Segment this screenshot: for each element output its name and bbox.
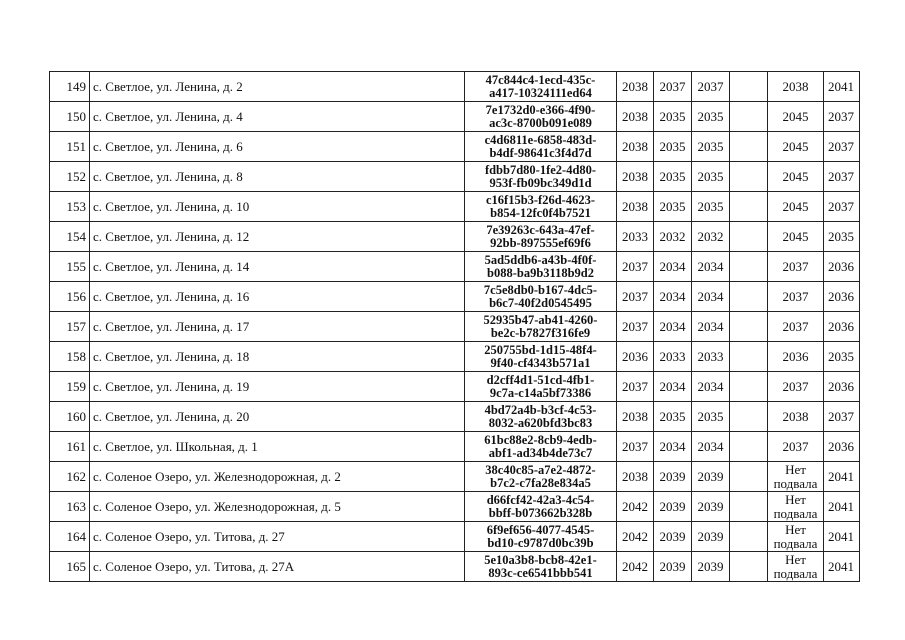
year-cell-3: 2035 bbox=[692, 162, 730, 192]
guid-cell bbox=[465, 342, 617, 372]
year-cell-2: 2039 bbox=[654, 522, 692, 552]
guid-line-2: b4df-98641c3f4d7d bbox=[489, 145, 592, 160]
year-cell-4 bbox=[730, 552, 768, 582]
guid-line-2: be2c-b7827f316fe9 bbox=[490, 325, 591, 340]
year-cell-6: 2036 bbox=[824, 282, 860, 312]
table-row bbox=[50, 282, 860, 312]
year-cell-6: 2041 bbox=[824, 522, 860, 552]
year-cell-5: 2045 bbox=[768, 222, 824, 252]
year-cell-5: 2037 bbox=[768, 312, 824, 342]
year-cell-6: 2035 bbox=[824, 222, 860, 252]
year-cell-2: 2034 bbox=[654, 372, 692, 402]
guid-line-2: 92bb-897555ef69f6 bbox=[490, 235, 591, 250]
year-cell-1: 2038 bbox=[617, 402, 654, 432]
address-cell: с. Светлое, ул. Ленина, д. 10 bbox=[90, 192, 465, 222]
year-cell-2: 2039 bbox=[654, 492, 692, 522]
year-cell-6: 2035 bbox=[824, 342, 860, 372]
address-cell: с. Светлое, ул. Ленина, д. 2 bbox=[90, 72, 465, 102]
year-cell-4 bbox=[730, 522, 768, 552]
year-cell-3: 2033 bbox=[692, 342, 730, 372]
year-cell-2: 2033 bbox=[654, 342, 692, 372]
table-row bbox=[50, 102, 860, 132]
address-cell: с. Светлое, ул. Ленина, д. 6 bbox=[90, 132, 465, 162]
guid-line-1: 7c5e8db0-b167-4dc5- bbox=[483, 282, 598, 297]
guid-line-2: ac3c-8700b091e089 bbox=[489, 115, 592, 130]
year-cell-1: 2038 bbox=[617, 462, 654, 492]
address-cell: с. Светлое, ул. Ленина, д. 14 bbox=[90, 252, 465, 282]
address-cell: с. Светлое, ул. Ленина, д. 16 bbox=[90, 282, 465, 312]
row-number-cell: 161 bbox=[50, 432, 90, 462]
year-cell-5: 2045 bbox=[768, 192, 824, 222]
guid-line-1: fdbb7d80-1fe2-4d80- bbox=[484, 162, 597, 177]
year-cell-5: Нет подвала bbox=[768, 462, 824, 492]
guid-line-2: b6c7-40f2d0545495 bbox=[489, 295, 592, 310]
year-cell-6: 2041 bbox=[824, 492, 860, 522]
year-cell-6: 2041 bbox=[824, 552, 860, 582]
year-cell-5: 2037 bbox=[768, 252, 824, 282]
year-cell-4 bbox=[730, 192, 768, 222]
year-cell-2: 2039 bbox=[654, 552, 692, 582]
year-cell-4 bbox=[730, 252, 768, 282]
year-cell-2: 2035 bbox=[654, 402, 692, 432]
year-cell-4 bbox=[730, 222, 768, 252]
year-cell-1: 2038 bbox=[617, 192, 654, 222]
address-cell: с. Соленое Озеро, ул. Железнодорожная, д. 2 bbox=[90, 462, 465, 492]
guid-cell bbox=[465, 462, 617, 492]
address-cell: с. Соленое Озеро, ул. Железнодорожная, д. 5 bbox=[90, 492, 465, 522]
guid-cell bbox=[465, 72, 617, 102]
year-cell-1: 2037 bbox=[617, 312, 654, 342]
year-cell-3: 2037 bbox=[692, 72, 730, 102]
row-number-cell: 151 bbox=[50, 132, 90, 162]
guid-line-2: bd10-c9787d0bc39b bbox=[487, 535, 594, 550]
guid-line-1: c4d6811e-6858-483d- bbox=[484, 132, 597, 147]
row-number-cell: 162 bbox=[50, 462, 90, 492]
year-cell-5: 2045 bbox=[768, 162, 824, 192]
address-cell: с. Соленое Озеро, ул. Титова, д. 27А bbox=[90, 552, 465, 582]
guid-cell bbox=[465, 132, 617, 162]
year-cell-3: 2039 bbox=[692, 522, 730, 552]
year-cell-3: 2039 bbox=[692, 492, 730, 522]
year-cell-4 bbox=[730, 402, 768, 432]
year-cell-6: 2041 bbox=[824, 462, 860, 492]
year-cell-3: 2035 bbox=[692, 402, 730, 432]
guid-line-1: 7e39263c-643a-47ef- bbox=[486, 222, 595, 237]
table-row bbox=[50, 252, 860, 282]
year-cell-3: 2039 bbox=[692, 552, 730, 582]
address-cell: с. Светлое, ул. Ленина, д. 20 bbox=[90, 402, 465, 432]
year-cell-1: 2038 bbox=[617, 102, 654, 132]
year-cell-4 bbox=[730, 282, 768, 312]
year-cell-4 bbox=[730, 162, 768, 192]
guid-cell bbox=[465, 432, 617, 462]
guid-line-1: 4bd72a4b-b3cf-4c53- bbox=[484, 402, 597, 417]
guid-cell bbox=[465, 192, 617, 222]
year-cell-6: 2041 bbox=[824, 72, 860, 102]
guid-line-1: 250755bd-1d15-48f4- bbox=[484, 342, 597, 357]
year-cell-6: 2036 bbox=[824, 252, 860, 282]
year-cell-3: 2034 bbox=[692, 372, 730, 402]
row-number-cell: 163 bbox=[50, 492, 90, 522]
guid-cell bbox=[465, 402, 617, 432]
guid-line-2: 9c7a-c14a5bf73386 bbox=[489, 385, 592, 400]
year-cell-2: 2035 bbox=[654, 102, 692, 132]
year-cell-4 bbox=[730, 72, 768, 102]
year-cell-1: 2036 bbox=[617, 342, 654, 372]
row-number-cell: 157 bbox=[50, 312, 90, 342]
year-cell-3: 2034 bbox=[692, 312, 730, 342]
table-row bbox=[50, 132, 860, 162]
guid-line-2: b7c2-c7fa28e834a5 bbox=[490, 475, 591, 490]
row-number-cell: 160 bbox=[50, 402, 90, 432]
guid-line-1: 61bc88e2-8cb9-4edb- bbox=[484, 432, 597, 447]
row-number-cell: 149 bbox=[50, 72, 90, 102]
table-row bbox=[50, 342, 860, 372]
year-cell-1: 2042 bbox=[617, 492, 654, 522]
table-row bbox=[50, 372, 860, 402]
year-cell-5: Нет подвала bbox=[768, 522, 824, 552]
guid-line-2: 8032-a620bfd3bc83 bbox=[488, 415, 593, 430]
guid-line-2: b854-12fc0f4b7521 bbox=[490, 205, 591, 220]
guid-cell bbox=[465, 222, 617, 252]
table-row bbox=[50, 192, 860, 222]
year-cell-3: 2039 bbox=[692, 462, 730, 492]
table-row bbox=[50, 552, 860, 582]
year-cell-3: 2035 bbox=[692, 192, 730, 222]
year-cell-4 bbox=[730, 342, 768, 372]
year-cell-2: 2037 bbox=[654, 72, 692, 102]
address-cell: с. Светлое, ул. Школьная, д. 1 bbox=[90, 432, 465, 462]
year-cell-3: 2035 bbox=[692, 132, 730, 162]
year-cell-5: Нет подвала bbox=[768, 552, 824, 582]
table-row bbox=[50, 522, 860, 552]
year-cell-2: 2039 bbox=[654, 462, 692, 492]
guid-line-2: 9f40-cf4343b571a1 bbox=[490, 355, 591, 370]
row-number-cell: 150 bbox=[50, 102, 90, 132]
row-number-cell: 164 bbox=[50, 522, 90, 552]
year-cell-1: 2037 bbox=[617, 432, 654, 462]
row-number-cell: 153 bbox=[50, 192, 90, 222]
address-cell: с. Светлое, ул. Ленина, д. 17 bbox=[90, 312, 465, 342]
year-cell-6: 2037 bbox=[824, 162, 860, 192]
guid-line-2: bbff-b073662b328b bbox=[488, 505, 593, 520]
year-cell-3: 2034 bbox=[692, 432, 730, 462]
year-cell-6: 2036 bbox=[824, 312, 860, 342]
guid-line-1: 52935b47-ab41-4260- bbox=[483, 312, 598, 327]
guid-line-1: 38c40c85-a7e2-4872- bbox=[485, 462, 596, 477]
year-cell-5: 2045 bbox=[768, 132, 824, 162]
address-cell: с. Светлое, ул. Ленина, д. 19 bbox=[90, 372, 465, 402]
row-number-cell: 154 bbox=[50, 222, 90, 252]
table-row bbox=[50, 492, 860, 522]
year-cell-5: 2037 bbox=[768, 282, 824, 312]
row-number-cell: 152 bbox=[50, 162, 90, 192]
year-cell-3: 2032 bbox=[692, 222, 730, 252]
year-cell-4 bbox=[730, 372, 768, 402]
table-row bbox=[50, 162, 860, 192]
table-row bbox=[50, 312, 860, 342]
address-cell: с. Светлое, ул. Ленина, д. 8 bbox=[90, 162, 465, 192]
year-cell-1: 2042 bbox=[617, 552, 654, 582]
guid-cell bbox=[465, 522, 617, 552]
table-row bbox=[50, 462, 860, 492]
year-cell-3: 2035 bbox=[692, 102, 730, 132]
year-cell-2: 2034 bbox=[654, 252, 692, 282]
year-cell-4 bbox=[730, 312, 768, 342]
guid-cell bbox=[465, 282, 617, 312]
guid-line-1: 47c844c4-1ecd-435c- bbox=[485, 72, 596, 87]
table-row bbox=[50, 432, 860, 462]
guid-cell bbox=[465, 372, 617, 402]
year-cell-1: 2038 bbox=[617, 132, 654, 162]
year-cell-4 bbox=[730, 432, 768, 462]
registry-table bbox=[49, 71, 860, 582]
year-cell-5: 2036 bbox=[768, 342, 824, 372]
address-cell: с. Светлое, ул. Ленина, д. 12 bbox=[90, 222, 465, 252]
year-cell-5: 2045 bbox=[768, 102, 824, 132]
table-body bbox=[50, 72, 860, 582]
year-cell-1: 2038 bbox=[617, 72, 654, 102]
year-cell-6: 2036 bbox=[824, 432, 860, 462]
address-cell: с. Соленое Озеро, ул. Титова, д. 27 bbox=[90, 522, 465, 552]
year-cell-4 bbox=[730, 102, 768, 132]
year-cell-2: 2035 bbox=[654, 192, 692, 222]
guid-cell bbox=[465, 312, 617, 342]
table-row bbox=[50, 72, 860, 102]
year-cell-2: 2035 bbox=[654, 132, 692, 162]
row-number-cell: 156 bbox=[50, 282, 90, 312]
year-cell-6: 2037 bbox=[824, 192, 860, 222]
table-row bbox=[50, 402, 860, 432]
guid-line-1: 6f9ef656-4077-4545- bbox=[486, 522, 595, 537]
guid-line-2: a417-10324111ed64 bbox=[489, 85, 592, 100]
year-cell-1: 2033 bbox=[617, 222, 654, 252]
guid-line-1: 5ad5ddb6-a43b-4f0f- bbox=[484, 252, 597, 267]
year-cell-5: 2038 bbox=[768, 72, 824, 102]
year-cell-2: 2034 bbox=[654, 282, 692, 312]
table-row bbox=[50, 222, 860, 252]
year-cell-4 bbox=[730, 132, 768, 162]
row-number-cell: 155 bbox=[50, 252, 90, 282]
year-cell-1: 2037 bbox=[617, 282, 654, 312]
year-cell-2: 2032 bbox=[654, 222, 692, 252]
guid-line-1: d66fcf42-42a3-4c54- bbox=[486, 492, 595, 507]
address-cell: с. Светлое, ул. Ленина, д. 18 bbox=[90, 342, 465, 372]
year-cell-1: 2038 bbox=[617, 162, 654, 192]
guid-line-1: 7e1732d0-e366-4f90- bbox=[485, 102, 596, 117]
year-cell-6: 2036 bbox=[824, 372, 860, 402]
guid-cell bbox=[465, 252, 617, 282]
year-cell-5: 2038 bbox=[768, 402, 824, 432]
guid-line-2: abf1-ad34b4de73c7 bbox=[488, 445, 593, 460]
year-cell-1: 2042 bbox=[617, 522, 654, 552]
guid-cell bbox=[465, 492, 617, 522]
year-cell-6: 2037 bbox=[824, 132, 860, 162]
row-number-cell: 165 bbox=[50, 552, 90, 582]
year-cell-2: 2035 bbox=[654, 162, 692, 192]
year-cell-5: Нет подвала bbox=[768, 492, 824, 522]
guid-line-2: b088-ba9b3118b9d2 bbox=[487, 265, 594, 280]
guid-line-2: 953f-fb09bc349d1d bbox=[489, 175, 592, 190]
year-cell-6: 2037 bbox=[824, 402, 860, 432]
guid-cell bbox=[465, 102, 617, 132]
year-cell-4 bbox=[730, 492, 768, 522]
year-cell-4 bbox=[730, 462, 768, 492]
year-cell-2: 2034 bbox=[654, 312, 692, 342]
year-cell-5: 2037 bbox=[768, 372, 824, 402]
year-cell-2: 2034 bbox=[654, 432, 692, 462]
year-cell-1: 2037 bbox=[617, 372, 654, 402]
guid-cell bbox=[465, 552, 617, 582]
year-cell-1: 2037 bbox=[617, 252, 654, 282]
year-cell-3: 2034 bbox=[692, 282, 730, 312]
guid-line-1: 5e10a3b8-bcb8-42e1- bbox=[484, 552, 597, 567]
guid-cell bbox=[465, 162, 617, 192]
year-cell-3: 2034 bbox=[692, 252, 730, 282]
address-cell: с. Светлое, ул. Ленина, д. 4 bbox=[90, 102, 465, 132]
year-cell-6: 2037 bbox=[824, 102, 860, 132]
guid-line-2: 893c-ce6541bbb541 bbox=[488, 565, 593, 580]
guid-line-1: c16f15b3-f26d-4623- bbox=[485, 192, 595, 207]
guid-line-1: d2cff4d1-51cd-4fb1- bbox=[486, 372, 595, 387]
year-cell-5: 2037 bbox=[768, 432, 824, 462]
row-number-cell: 159 bbox=[50, 372, 90, 402]
row-number-cell: 158 bbox=[50, 342, 90, 372]
